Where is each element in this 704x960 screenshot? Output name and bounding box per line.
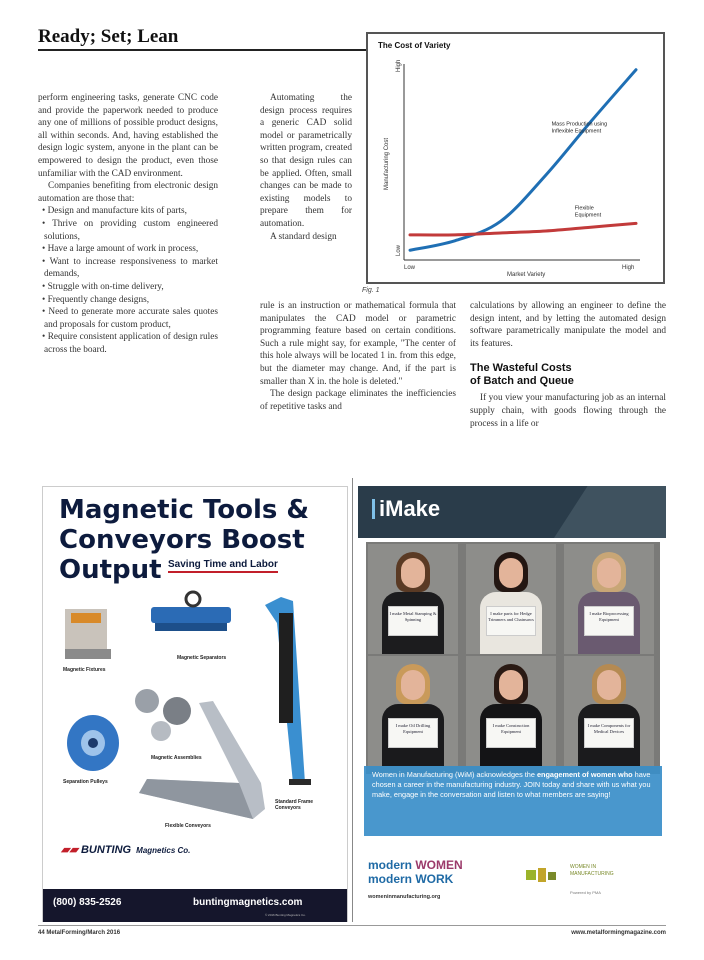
bullet-item: • Want to increase responsiveness to market demands, (42, 256, 218, 280)
x-axis-label: Market Variety (507, 272, 546, 278)
slogan-word: modern (368, 872, 413, 886)
article-column-2-top (260, 92, 352, 243)
product-label: Standard Frame Conveyors (275, 799, 314, 811)
series-label-line: Inflexible Equipment (551, 128, 602, 135)
bunting-logo-mark: ▰▰ (61, 844, 78, 856)
product-label: Magnetic Assemblies (151, 755, 202, 761)
footer-page-info: 44 MetalForming/March 2016 (38, 930, 121, 936)
series-label-line: Equipment (574, 212, 602, 219)
col1-paragraph-2: Companies benefiting from electronic design automation are those that: (38, 181, 218, 204)
subhead-line-2: of Batch and Queue (470, 375, 574, 388)
bullet-item: • Require consistent application of design rules across the board. (42, 332, 218, 355)
y-tick-label: Low (396, 244, 402, 256)
bunting-advertisement[interactable] (42, 486, 348, 922)
message-text-1: Women in Manufacturing (WiM) acknowledges the (372, 770, 535, 779)
y-axis-label: Manufacturing Cost (384, 137, 390, 190)
portrait-sign: I make Construction Equipment (486, 718, 536, 748)
message-text-2: have chosen a career in the manufacturing industry. JOIN today and share with us what you make, engage in the conversation and listen to what members are saying! (372, 770, 651, 800)
col2-paragraph-1: Automating the design process requires a generic CAD solid model or parametrically written program, created so that design rules can be applied. Often, small changes can be made to existing models to prepare them for automation. (260, 93, 352, 229)
magnetic-assembly-image (135, 689, 191, 741)
footer-rule (38, 925, 666, 926)
slogan-word: WOMEN (415, 858, 463, 872)
company-suffix: Magnetics Co. (136, 846, 191, 855)
fine-print: © 2016 Bunting Magnetics Co. (265, 913, 306, 917)
cost-of-variety-chart (368, 34, 663, 282)
col1-paragraph-1: perform engineering tasks, generate CNC code and provide the paperwork needed to produce any one of millions of possible product designs, all within seconds. And, having established the design logic system, anyone in the plant can be empowered to design the product, even those unfamiliar with the CAD environment. (38, 93, 218, 179)
portrait-3 (564, 544, 654, 654)
portrait-4 (368, 656, 458, 766)
series-line (410, 70, 636, 250)
wim-advertisement[interactable] (358, 486, 666, 922)
subhead-line-1: The Wasteful Costs (470, 362, 572, 375)
col2-paragraph-3: The design package eliminates the inefficiencies of repetitive tasks and (260, 389, 456, 412)
ad-tagline: Saving Time and Labor (168, 559, 278, 573)
bullet-item: • Have a large amount of work in process, (42, 244, 199, 255)
portrait-5 (466, 656, 556, 766)
col3-paragraph-1: calculations by allowing an engineer to define the design intent, and by letting the automated design software parametrically manipulate the model and its features. (470, 301, 666, 349)
contact-bar (43, 889, 347, 922)
bullet-item: • Thrive on providing custom engineered solutions, (42, 218, 218, 242)
magnetic-separator-image (151, 592, 231, 631)
portrait-sign: I make Metal Stamping & Spinning (388, 606, 438, 636)
wim-org-sub: Powered by PMA (570, 890, 601, 895)
ad-headline: Magnetic Tools & Conveyors Boost Output (59, 495, 310, 585)
wim-org-name: WOMEN IN MANUFACTURING (570, 864, 614, 877)
magnetic-fixture-image (65, 609, 111, 659)
modern-women-slogan (368, 858, 463, 886)
bullet-item: • Struggle with on-time delivery, (42, 281, 164, 292)
chart-figure (366, 32, 665, 284)
section-subhead (470, 362, 666, 388)
website-link[interactable]: buntingmagnetics.com (193, 897, 303, 908)
portrait-sign: I make parts for Hedge Trimmers and Chainsaws (486, 606, 536, 636)
series-label (575, 205, 602, 218)
company-name: BUNTING (80, 844, 132, 856)
brand-bar-icon (372, 499, 375, 519)
product-label: Magnetic Separators (177, 655, 227, 661)
product-label: Magnetic Fixtures (63, 667, 106, 673)
header-rule (38, 49, 366, 51)
imake-logo (372, 496, 440, 522)
series-line (410, 223, 636, 235)
phone-number[interactable]: (800) 835-2526 (53, 897, 122, 908)
footer-website[interactable]: www.metalformingmagazine.com (571, 930, 666, 936)
series-label (552, 122, 608, 135)
standard-frame-conveyor-image (265, 597, 311, 785)
portrait-2 (466, 544, 556, 654)
x-tick-label: Low (404, 265, 416, 271)
brand-text: iMake (379, 496, 441, 521)
bullet-item: • Frequently change designs, (42, 294, 150, 305)
article-column-3 (470, 300, 666, 430)
article-column-2-bottom (260, 300, 456, 413)
separation-pulley-image (67, 715, 119, 771)
portrait-sign: I make Bioprocessing Equipment (584, 606, 634, 636)
product-label: Flexible Conveyors (165, 823, 211, 829)
product-label: Separation Pulleys (63, 779, 108, 785)
portrait-sign: I make Oil Drilling Equipment (388, 718, 438, 748)
wim-website-link[interactable]: womeninmanufacturing.org (368, 894, 441, 900)
wim-logo-icon (524, 866, 558, 884)
portrait-1 (368, 544, 458, 654)
col2-paragraph-2-rest: rule is an instruction or mathematical formula that manipulates the CAD model or parametric programming feature based on certain conditions. Such a rule might say, for example, "The center of this hole always will be located 1 in. from this edge, but the diameter may change. And, if the part is smaller than X in. the hole is deleted." (260, 301, 456, 387)
col2-paragraph-2-lead: A standard design (270, 231, 337, 242)
product-illustrations (43, 583, 349, 833)
col3-paragraph-2: If you view your manufacturing job as an internal supply chain, with goods flowing through the process in a life or (470, 393, 666, 429)
slogan-word: modern (368, 858, 413, 872)
bullet-item: • Design and manufacture kits of parts, (42, 206, 187, 217)
portrait-6 (564, 656, 654, 766)
bunting-logo (61, 843, 190, 856)
series-label-line: Mass Production using (551, 121, 608, 128)
chart-title: The Cost of Variety (378, 41, 451, 50)
slogan-word: WORK (415, 872, 454, 886)
x-tick-label: High (622, 265, 635, 271)
section-title: Ready; Set; Lean (38, 26, 179, 47)
series-label-line: Flexible (574, 205, 594, 212)
portrait-sign: I make Components for Medical Devices (584, 718, 634, 748)
figure-caption: Fig. 1 (362, 287, 380, 294)
ad-divider (352, 478, 353, 922)
bullet-item: • Need to generate more accurate sales quotes and proposals for custom product, (42, 307, 218, 330)
article-column-1 (38, 92, 218, 356)
message-highlight: engagement of women who (536, 770, 633, 779)
y-tick-label: High (396, 59, 402, 72)
wim-message (364, 766, 662, 836)
